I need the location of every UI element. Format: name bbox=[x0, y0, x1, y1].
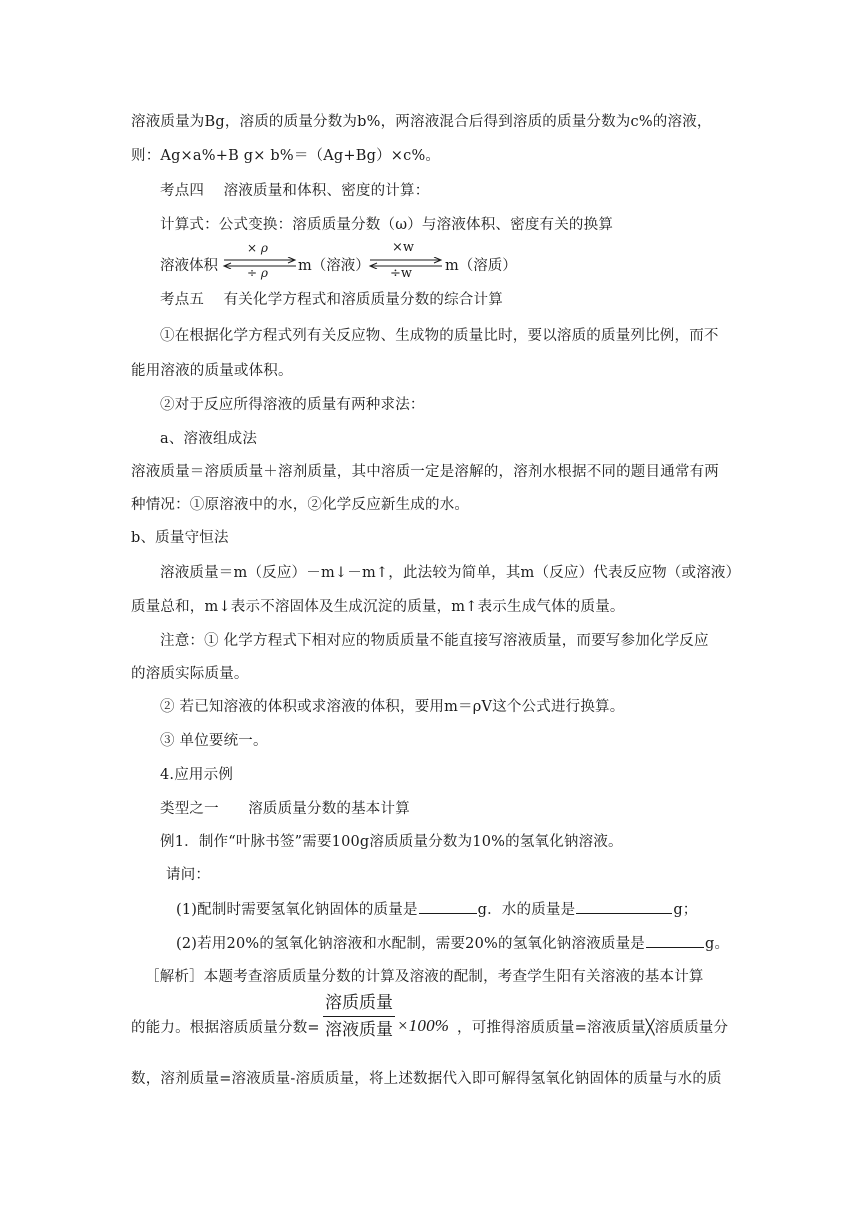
formula-line-suffix: ，可推得溶质质量=溶液质量╳溶质质量分 bbox=[457, 1020, 729, 1036]
question-1-text-a: (1)配制时需要氢氧化钠固体的质量是 bbox=[176, 902, 418, 918]
text-line: 则：Ag×a%+B g× b%＝（Ag+Bg）×c%。 bbox=[131, 148, 441, 164]
text-line: 请问： bbox=[166, 867, 211, 883]
section-heading: 类型之一 溶质质量分数的基本计算 bbox=[160, 801, 410, 817]
analysis-line: ［解析］本题考查溶质质量分数的计算及溶液的配制，考查学生阳有关溶液的基本计算 bbox=[145, 969, 704, 985]
text-line: ② 若已知溶液的体积或求溶液的体积，要用m＝ρV这个公式进行换算。 bbox=[160, 699, 625, 715]
text-line: 质量总和，m↓表示不溶固体及生成沉淀的质量，m↑表示生成气体的质量。 bbox=[131, 599, 625, 615]
question-2-text-a: (2)若用20%的氢氧化钠溶液和水配制，需要20%的氢氧化钠溶液质量是 bbox=[176, 936, 645, 952]
question-1 bbox=[176, 899, 698, 920]
text-line: 计算式：公式变换：溶质质量分数（ω）与溶液体积、密度有关的换算 bbox=[160, 217, 614, 233]
text-line: 溶液质量为Bg，溶质的质量分数为b%，两溶液混合后得到溶质的质量分数为c%的溶液， bbox=[131, 114, 712, 130]
text-line: ①在根据化学方程式列有关反应物、生成物的质量比时，要以溶质的质量列比例，而不 bbox=[160, 328, 719, 344]
text-line: 溶液质量＝溶质质量＋溶剂质量，其中溶质一定是溶解的，溶剂水根据不同的题目通常有两 bbox=[131, 464, 719, 480]
text-line: a、溶液组成法 bbox=[160, 431, 258, 447]
times-100-percent: ×100% bbox=[397, 1016, 450, 1035]
fraction-numerator: 溶质质量 bbox=[325, 993, 393, 1013]
answer-blank-2[interactable] bbox=[576, 899, 672, 914]
answer-blank-3[interactable] bbox=[646, 933, 704, 948]
text-line: 的溶质实际质量。 bbox=[131, 666, 249, 682]
text-line: 能用溶液的质量或体积。 bbox=[131, 363, 293, 379]
question-1-text-c: g； bbox=[673, 902, 698, 918]
formula-m-solution: m（溶液） bbox=[298, 258, 370, 274]
question-1-text-b: g．水的质量是 bbox=[477, 902, 576, 918]
fraction-denominator: 溶液质量 bbox=[325, 1020, 393, 1040]
fraction-bar bbox=[323, 1016, 395, 1017]
text-line: 溶液质量＝m（反应）－m↓－m↑，此法较为简单，其m（反应）代表反应物（或溶液） bbox=[160, 565, 741, 581]
formula-volume: 溶液体积 bbox=[160, 258, 218, 274]
text-line: 数，溶剂质量=溶液质量-溶质质量，将上述数据代入即可解得氢氧化钠固体的质量与水的质 bbox=[131, 1071, 722, 1087]
formula-m-solute: m（溶质） bbox=[445, 258, 517, 274]
text-line: ②对于反应所得溶液的质量有两种求法： bbox=[160, 397, 425, 413]
conversion-formula bbox=[160, 240, 520, 281]
formula-line-prefix: 的能力。根据溶质质量分数= bbox=[131, 1020, 320, 1036]
section-heading: 考点四 溶液质量和体积、密度的计算： bbox=[160, 183, 430, 199]
w-multiply-label: ×w bbox=[392, 240, 415, 255]
w-divide-label: ÷w bbox=[390, 266, 413, 281]
text-line: b、质量守恒法 bbox=[131, 530, 229, 546]
text-line: 注意：① 化学方程式下相对应的物质质量不能直接写溶液质量，而要写参加化学反应 bbox=[160, 633, 709, 649]
section-heading: 考点五 有关化学方程式和溶质质量分数的综合计算 bbox=[160, 292, 503, 308]
rho-divide-label: ÷ ρ bbox=[247, 266, 268, 280]
question-2-text-b: g。 bbox=[705, 936, 730, 952]
question-2 bbox=[176, 933, 729, 954]
section-heading: 4.应用示例 bbox=[160, 767, 234, 783]
example-title: 例1．制作“叶脉书签”需要100g溶质质量分数为10%的氢氧化钠溶液。 bbox=[160, 834, 623, 850]
rho-multiply-label: × ρ bbox=[247, 241, 268, 255]
text-line: ③ 单位要统一。 bbox=[160, 733, 268, 749]
formula-line bbox=[131, 1018, 320, 1038]
text-line: 种情况：①原溶液中的水，②化学反应新生成的水。 bbox=[131, 497, 470, 513]
answer-blank-1[interactable] bbox=[419, 899, 477, 914]
mass-fraction-formula bbox=[323, 992, 395, 1041]
